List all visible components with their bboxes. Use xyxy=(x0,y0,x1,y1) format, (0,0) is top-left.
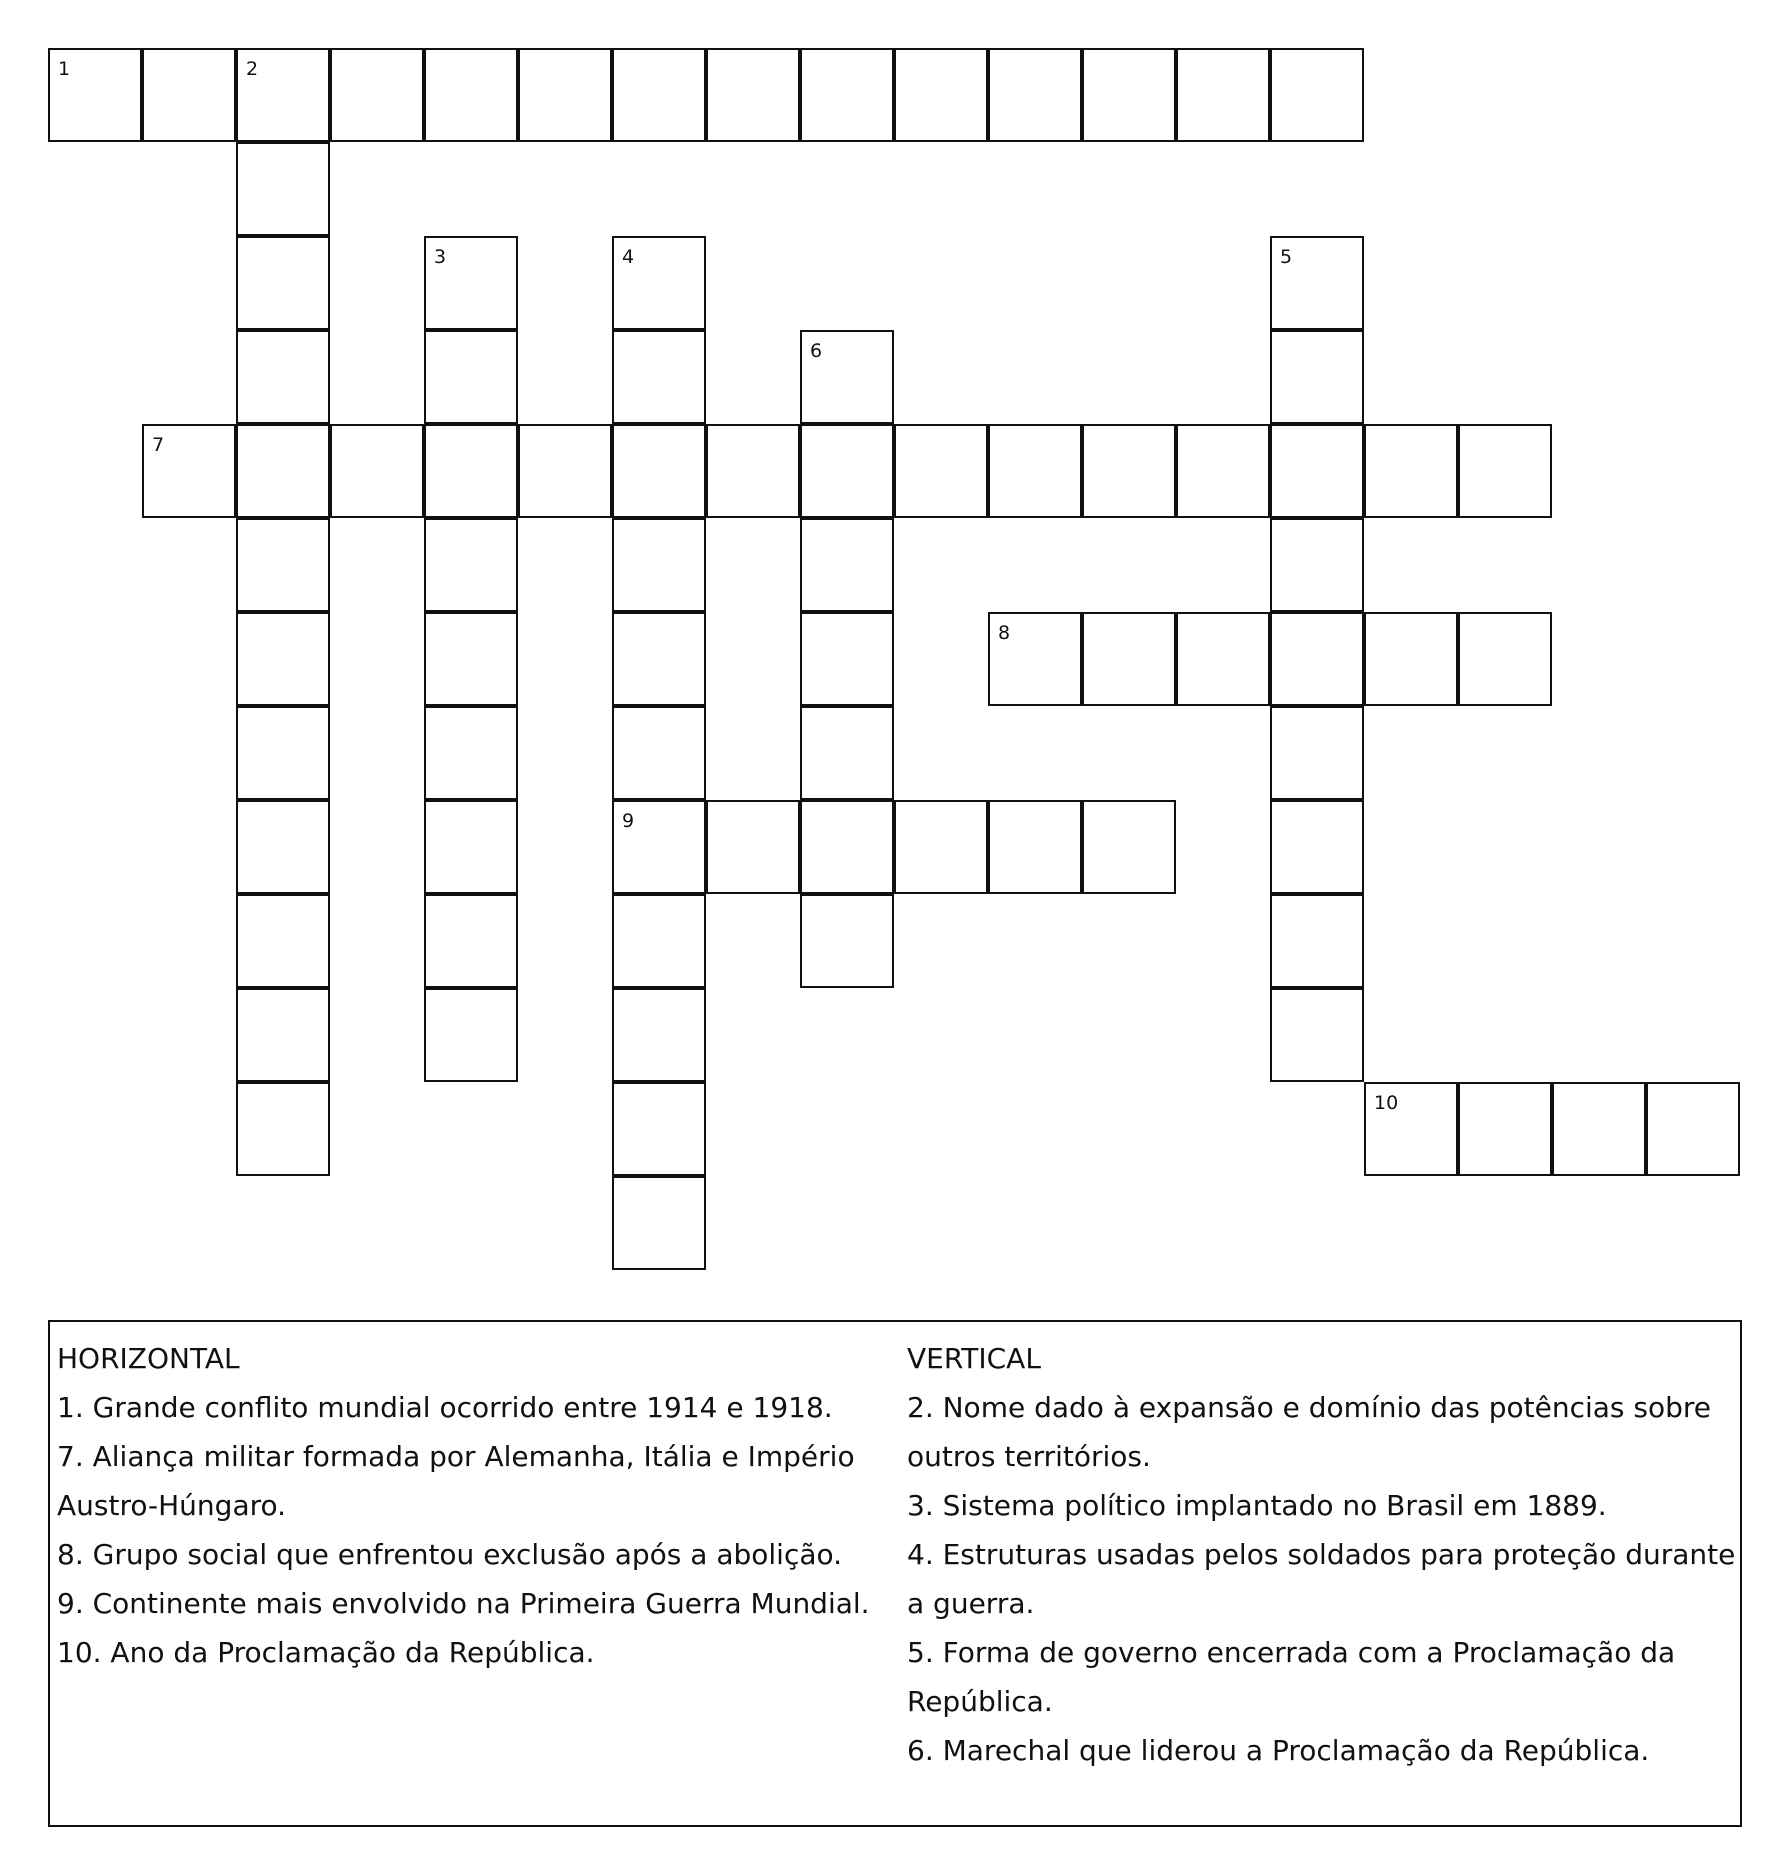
clue-1: 1. Grande conflito mundial ocorrido entre 1914 e 1918. xyxy=(57,1391,833,1424)
grid-cell-7[interactable] xyxy=(142,424,236,518)
grid-cell[interactable] xyxy=(236,800,330,894)
grid-cell[interactable] xyxy=(236,706,330,800)
grid-cell[interactable] xyxy=(1458,1082,1552,1176)
grid-cell[interactable] xyxy=(518,48,612,142)
grid-cell[interactable] xyxy=(800,800,894,894)
grid-cell[interactable] xyxy=(612,988,706,1082)
cell-number: 1 xyxy=(58,58,71,80)
cell-number: 10 xyxy=(1374,1092,1399,1114)
grid-cell[interactable] xyxy=(1176,612,1270,706)
grid-cell[interactable] xyxy=(1270,424,1364,518)
grid-cell[interactable] xyxy=(894,800,988,894)
grid-cell-10[interactable] xyxy=(1364,1082,1458,1176)
grid-cell[interactable] xyxy=(1458,424,1552,518)
clue-9: 9. Continente mais envolvido na Primeira Guerra Mundial. xyxy=(57,1587,870,1620)
clue-7: 7. Aliança militar formada por Alemanha, Itália e Império Austro-Húngaro. xyxy=(57,1440,855,1522)
grid-cell-6[interactable] xyxy=(800,330,894,424)
grid-cell[interactable] xyxy=(612,330,706,424)
grid-cell[interactable] xyxy=(1082,800,1176,894)
grid-cell[interactable] xyxy=(894,48,988,142)
clue-3: 3. Sistema político implantado no Brasil em 1889. xyxy=(907,1489,1607,1522)
grid-cell[interactable] xyxy=(1364,612,1458,706)
clue-8: 8. Grupo social que enfrentou exclusão após a abolição. xyxy=(57,1538,843,1571)
grid-cell-8[interactable] xyxy=(988,612,1082,706)
vertical-clues xyxy=(907,1334,1737,1775)
grid-cell[interactable] xyxy=(424,988,518,1082)
cell-number: 8 xyxy=(998,622,1011,644)
grid-cell[interactable] xyxy=(1176,48,1270,142)
grid-cell[interactable] xyxy=(1176,424,1270,518)
grid-cell[interactable] xyxy=(236,612,330,706)
cell-number: 9 xyxy=(622,810,635,832)
grid-cell[interactable] xyxy=(236,330,330,424)
clue-10: 10. Ano da Proclamação da República. xyxy=(57,1636,595,1669)
grid-cell[interactable] xyxy=(330,48,424,142)
grid-cell[interactable] xyxy=(142,48,236,142)
grid-cell[interactable] xyxy=(236,236,330,330)
grid-cell[interactable] xyxy=(612,518,706,612)
grid-cell[interactable] xyxy=(800,518,894,612)
grid-cell[interactable] xyxy=(988,424,1082,518)
grid-cell[interactable] xyxy=(1270,48,1364,142)
grid-cell[interactable] xyxy=(1270,612,1364,706)
grid-cell[interactable] xyxy=(612,1082,706,1176)
cell-number: 7 xyxy=(152,434,165,456)
cell-number: 6 xyxy=(810,340,823,362)
grid-cell[interactable] xyxy=(1270,518,1364,612)
grid-cell[interactable] xyxy=(236,1082,330,1176)
clue-5: 5. Forma de governo encerrada com a Proclamação da República. xyxy=(907,1636,1676,1718)
grid-cell[interactable] xyxy=(424,48,518,142)
horizontal-heading: HORIZONTAL xyxy=(57,1342,240,1375)
grid-cell[interactable] xyxy=(800,48,894,142)
clues-panel xyxy=(48,1320,1742,1827)
grid-cell[interactable] xyxy=(424,706,518,800)
grid-cell-3[interactable] xyxy=(424,236,518,330)
vertical-heading: VERTICAL xyxy=(907,1342,1041,1375)
cell-number: 4 xyxy=(622,246,635,268)
clue-2: 2. Nome dado à expansão e domínio das potências sobre outros territórios. xyxy=(907,1391,1712,1473)
grid-cell[interactable] xyxy=(518,424,612,518)
grid-cell[interactable] xyxy=(988,48,1082,142)
grid-cell-5[interactable] xyxy=(1270,236,1364,330)
grid-cell[interactable] xyxy=(236,142,330,236)
grid-cell[interactable] xyxy=(1552,1082,1646,1176)
grid-cell[interactable] xyxy=(1270,894,1364,988)
grid-cell[interactable] xyxy=(800,424,894,518)
grid-cell-9[interactable] xyxy=(612,800,706,894)
grid-cell[interactable] xyxy=(612,894,706,988)
grid-cell[interactable] xyxy=(424,424,518,518)
grid-cell[interactable] xyxy=(1082,424,1176,518)
grid-cell[interactable] xyxy=(800,612,894,706)
grid-cell[interactable] xyxy=(1458,612,1552,706)
grid-cell[interactable] xyxy=(706,800,800,894)
grid-cell[interactable] xyxy=(236,988,330,1082)
grid-cell[interactable] xyxy=(1082,48,1176,142)
grid-cell[interactable] xyxy=(330,424,424,518)
grid-cell[interactable] xyxy=(800,894,894,988)
grid-cell[interactable] xyxy=(612,706,706,800)
grid-cell[interactable] xyxy=(706,424,800,518)
grid-cell[interactable] xyxy=(1646,1082,1740,1176)
grid-cell[interactable] xyxy=(424,894,518,988)
grid-cell[interactable] xyxy=(236,424,330,518)
horizontal-clues xyxy=(57,1334,907,1677)
grid-cell[interactable] xyxy=(1270,330,1364,424)
grid-cell[interactable] xyxy=(424,800,518,894)
cell-number: 3 xyxy=(434,246,447,268)
grid-cell[interactable] xyxy=(612,424,706,518)
grid-cell-1[interactable] xyxy=(48,48,142,142)
grid-cell-4[interactable] xyxy=(612,236,706,330)
cell-number: 2 xyxy=(246,58,259,80)
grid-cell[interactable] xyxy=(1270,706,1364,800)
grid-cell[interactable] xyxy=(612,612,706,706)
grid-cell[interactable] xyxy=(424,518,518,612)
grid-cell[interactable] xyxy=(1270,800,1364,894)
grid-cell[interactable] xyxy=(612,48,706,142)
grid-cell[interactable] xyxy=(236,894,330,988)
clue-6: 6. Marechal que liderou a Proclamação da República. xyxy=(907,1734,1650,1767)
clue-4: 4. Estruturas usadas pelos soldados para proteção durante a guerra. xyxy=(907,1538,1736,1620)
grid-cell[interactable] xyxy=(988,800,1082,894)
grid-cell[interactable] xyxy=(424,612,518,706)
grid-cell-2[interactable] xyxy=(236,48,330,142)
grid-cell[interactable] xyxy=(1082,612,1176,706)
grid-cell[interactable] xyxy=(894,424,988,518)
grid-cell[interactable] xyxy=(800,706,894,800)
grid-cell[interactable] xyxy=(424,330,518,424)
grid-cell[interactable] xyxy=(1364,424,1458,518)
grid-cell[interactable] xyxy=(612,1176,706,1270)
grid-cell[interactable] xyxy=(706,48,800,142)
cell-number: 5 xyxy=(1280,246,1293,268)
grid-cell[interactable] xyxy=(236,518,330,612)
grid-cell[interactable] xyxy=(1270,988,1364,1082)
